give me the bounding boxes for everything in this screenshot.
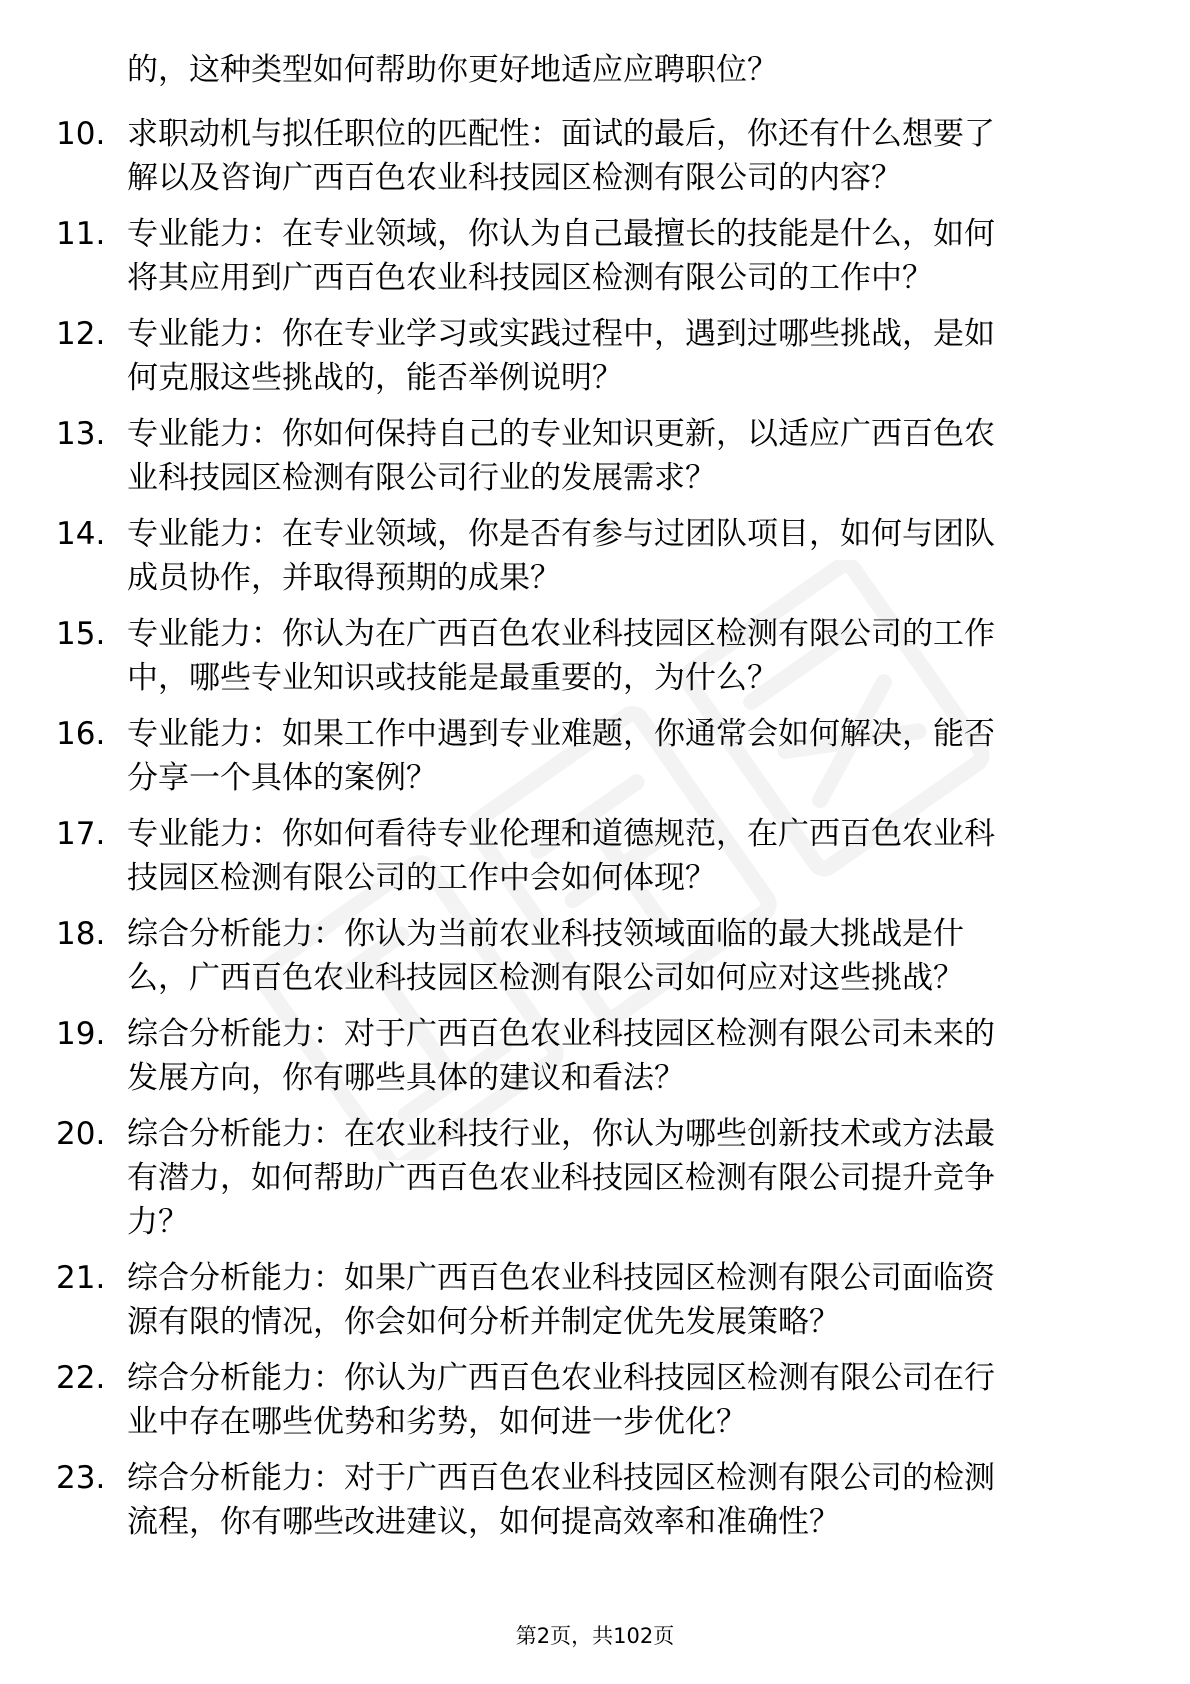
question-number: 13.	[56, 416, 106, 452]
question-line: 专业能力：如果工作中遇到专业难题，你通常会如何解决，能否	[127, 716, 995, 752]
question-line: 成员协作，并取得预期的成果？	[127, 560, 561, 596]
question-line: 专业能力：你如何保持自己的专业知识更新，以适应广西百色农	[127, 416, 995, 452]
question-line: 解以及咨询广西百色农业科技园区检测有限公司的内容？	[127, 160, 902, 196]
question-text	[127, 312, 1117, 400]
question-text	[127, 1256, 1117, 1344]
question-line: 么，广西百色农业科技园区检测有限公司如何应对这些挑战？	[127, 960, 964, 996]
list-item	[0, 312, 1190, 412]
list-item	[0, 1456, 1190, 1556]
question-line: 有潜力，如何帮助广西百色农业科技园区检测有限公司提升竞争	[127, 1160, 995, 1196]
question-number: 21.	[56, 1260, 106, 1296]
question-number: 19.	[56, 1016, 106, 1052]
question-number: 16.	[56, 716, 106, 752]
question-line: 专业能力：你在专业学习或实践过程中，遇到过哪些挑战，是如	[127, 316, 995, 352]
question-line: 专业能力：在专业领域，你认为自己最擅长的技能是什么，如何	[127, 216, 995, 252]
question-line: 分享一个具体的案例？	[127, 760, 437, 796]
question-text	[127, 512, 1117, 600]
question-line: 综合分析能力：你认为当前农业科技领域面临的最大挑战是什	[127, 916, 964, 952]
question-line: 中，哪些专业知识或技能是最重要的，为什么？	[127, 660, 778, 696]
question-line: 何克服这些挑战的，能否举例说明？	[127, 360, 623, 396]
question-line: 综合分析能力：在农业科技行业，你认为哪些创新技术或方法最	[127, 1116, 995, 1152]
question-line: 求职动机与拟任职位的匹配性：面试的最后，你还有什么想要了	[127, 116, 995, 152]
question-line: 源有限的情况，你会如何分析并制定优先发展策略？	[127, 1304, 840, 1340]
question-number: 22.	[56, 1360, 106, 1396]
question-number: 10.	[56, 116, 106, 152]
list-item	[0, 912, 1190, 1012]
question-line: 力？	[127, 1204, 189, 1240]
list-item	[0, 612, 1190, 712]
question-text	[127, 412, 1117, 500]
question-line: 专业能力：在专业领域，你是否有参与过团队项目，如何与团队	[127, 516, 995, 552]
question-line: 综合分析能力：你认为广西百色农业科技园区检测有限公司在行	[127, 1360, 995, 1396]
question-text	[127, 1112, 1117, 1244]
list-item	[0, 212, 1190, 312]
question-line: 综合分析能力：对于广西百色农业科技园区检测有限公司的检测	[127, 1460, 995, 1496]
question-line: 发展方向，你有哪些具体的建议和看法？	[127, 1060, 685, 1096]
question-text	[127, 112, 1117, 200]
question-text	[127, 212, 1117, 300]
question-line: 综合分析能力：对于广西百色农业科技园区检测有限公司未来的	[127, 1016, 995, 1052]
list-item	[0, 1256, 1190, 1356]
question-line: 将其应用到广西百色农业科技园区检测有限公司的工作中？	[127, 260, 933, 296]
question-number: 23.	[56, 1460, 106, 1496]
question-line: 综合分析能力：如果广西百色农业科技园区检测有限公司面临资	[127, 1260, 995, 1296]
continuation-line: 的，这种类型如何帮助你更好地适应应聘职位？	[127, 52, 778, 88]
page-footer: 第2页，共102页	[515, 1624, 675, 1648]
question-text	[127, 612, 1117, 700]
question-number: 20.	[56, 1116, 106, 1152]
list-item	[0, 412, 1190, 512]
question-number: 17.	[56, 816, 106, 852]
list-item	[0, 712, 1190, 812]
question-line: 业中存在哪些优势和劣势，如何进一步优化？	[127, 1404, 747, 1440]
question-line: 流程，你有哪些改进建议，如何提高效率和准确性？	[127, 1504, 840, 1540]
question-number: 14.	[56, 516, 106, 552]
question-line: 专业能力：你如何看待专业伦理和道德规范，在广西百色农业科	[127, 816, 995, 852]
question-list	[0, 112, 1190, 1556]
question-text	[127, 912, 1117, 1000]
question-text	[127, 812, 1117, 900]
question-number: 11.	[56, 216, 106, 252]
question-text	[127, 1012, 1117, 1100]
question-number: 18.	[56, 916, 106, 952]
question-number: 12.	[56, 316, 106, 352]
question-number: 15.	[56, 616, 106, 652]
list-item	[0, 112, 1190, 212]
question-line: 专业能力：你认为在广西百色农业科技园区检测有限公司的工作	[127, 616, 995, 652]
list-item	[0, 1112, 1190, 1256]
question-text	[127, 712, 1117, 800]
question-text	[127, 1456, 1117, 1544]
list-item	[0, 512, 1190, 612]
question-line: 技园区检测有限公司的工作中会如何体现？	[127, 860, 716, 896]
question-text	[127, 1356, 1117, 1444]
list-item	[0, 1012, 1190, 1112]
question-line: 业科技园区检测有限公司行业的发展需求？	[127, 460, 716, 496]
list-item	[0, 812, 1190, 912]
list-item	[0, 1356, 1190, 1456]
